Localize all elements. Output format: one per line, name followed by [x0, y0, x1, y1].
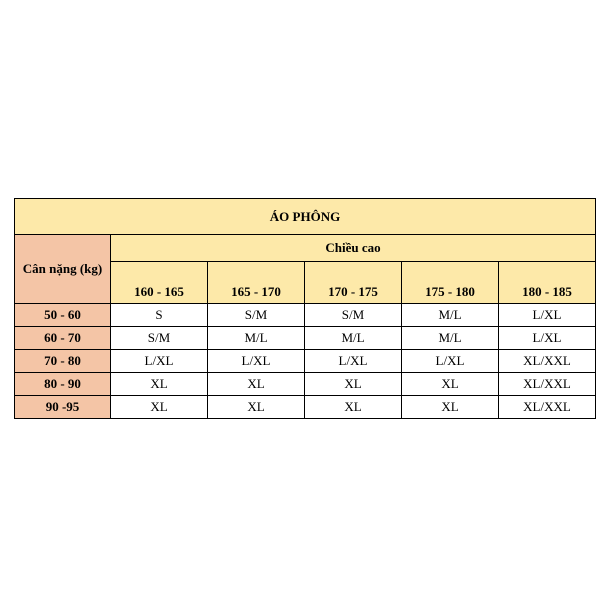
weight-range-cell: 80 - 90: [15, 373, 111, 396]
size-cell: XL/XXL: [499, 373, 596, 396]
size-cell: L/XL: [111, 350, 208, 373]
table-title: ÁO PHÔNG: [15, 199, 596, 235]
weight-header: Cân nặng (kg): [15, 235, 111, 304]
size-cell: XL: [111, 396, 208, 419]
size-cell: XL: [111, 373, 208, 396]
table-row: [15, 350, 596, 373]
size-cell: M/L: [402, 327, 499, 350]
size-cell: XL: [208, 373, 305, 396]
size-cell: S/M: [305, 304, 402, 327]
height-range-cell: 170 - 175: [305, 262, 402, 304]
size-cell: XL/XXL: [499, 396, 596, 419]
size-cell: L/XL: [402, 350, 499, 373]
size-cell: L/XL: [208, 350, 305, 373]
size-cell: XL: [305, 396, 402, 419]
table-row: [15, 327, 596, 350]
title-row: [15, 199, 596, 235]
size-cell: S/M: [111, 327, 208, 350]
size-cell: M/L: [208, 327, 305, 350]
size-cell: XL: [402, 396, 499, 419]
size-cell: L/XL: [305, 350, 402, 373]
table-row: [15, 304, 596, 327]
weight-range-cell: 60 - 70: [15, 327, 111, 350]
size-cell: XL: [208, 396, 305, 419]
size-cell: S/M: [208, 304, 305, 327]
height-range-cell: 160 - 165: [111, 262, 208, 304]
height-header-row: [15, 235, 596, 262]
weight-range-cell: 50 - 60: [15, 304, 111, 327]
height-range-cell: 165 - 170: [208, 262, 305, 304]
size-cell: XL/XXL: [499, 350, 596, 373]
weight-range-cell: 90 -95: [15, 396, 111, 419]
size-cell: L/XL: [499, 327, 596, 350]
table-row: [15, 373, 596, 396]
height-range-cell: 180 - 185: [499, 262, 596, 304]
size-cell: S: [111, 304, 208, 327]
weight-range-cell: 70 - 80: [15, 350, 111, 373]
size-chart-table: [14, 198, 596, 419]
size-cell: M/L: [305, 327, 402, 350]
size-cell: XL: [305, 373, 402, 396]
height-range-cell: 175 - 180: [402, 262, 499, 304]
size-cell: M/L: [402, 304, 499, 327]
size-cell: XL: [402, 373, 499, 396]
size-cell: L/XL: [499, 304, 596, 327]
height-header: Chiều cao: [111, 235, 596, 262]
table-row: [15, 396, 596, 419]
